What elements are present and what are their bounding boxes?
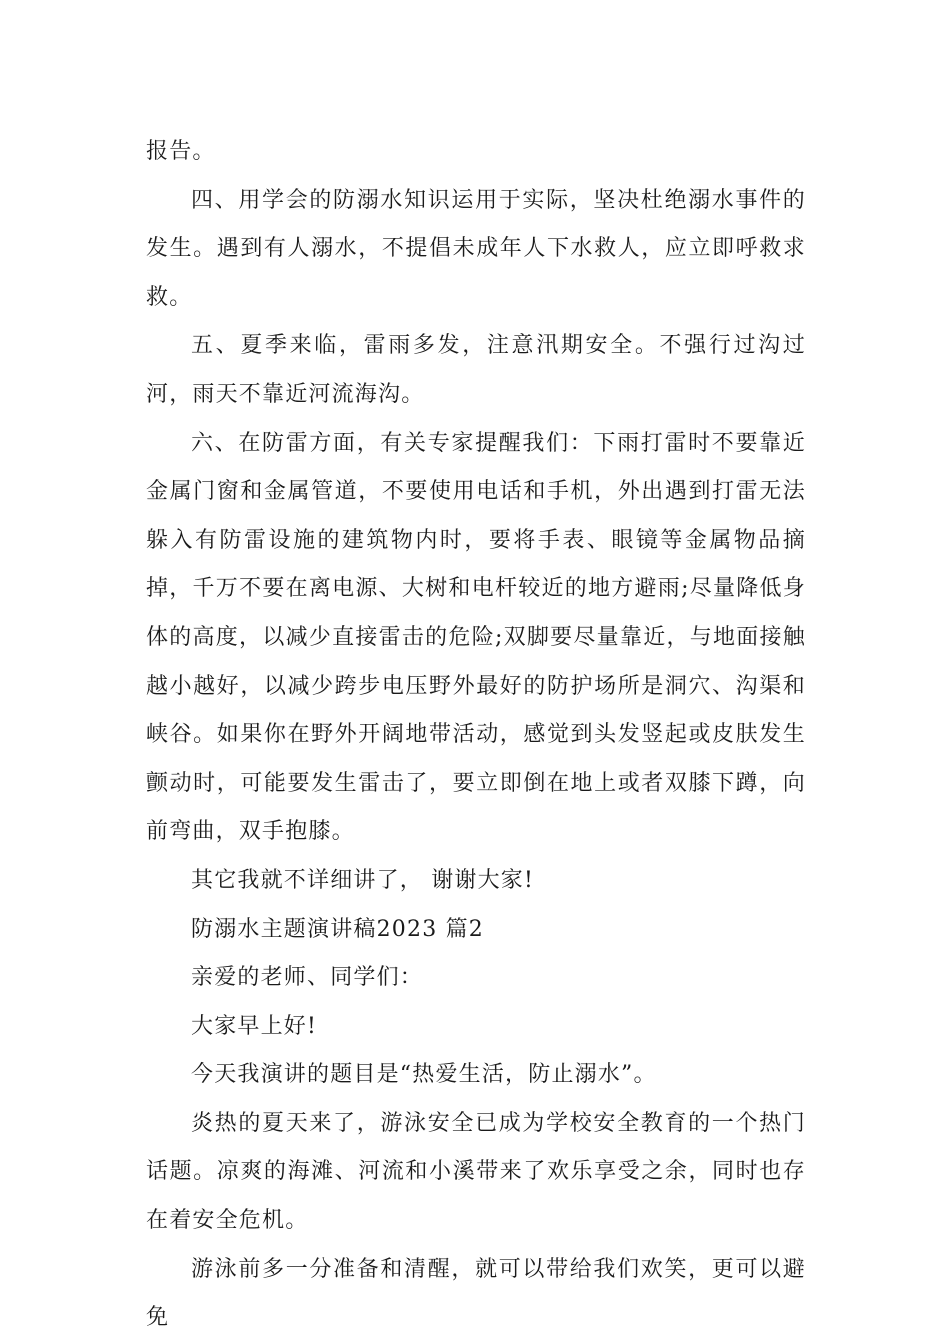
paragraph: 报告。 (146, 139, 216, 164)
section-heading: 防溺水主题演讲稿2023 篇2 (191, 916, 484, 942)
paragraph: 炎热的夏天来了，游泳安全已成为学校安全教育的一个热门话题。凉爽的海滩、河流和小溪带来了欢乐享受之余，同时也存在着安全危机。 (146, 1110, 806, 1234)
paragraph: 游泳前多一分准备和清醒，就可以带给我们欢笑，更可以避免 (146, 1256, 806, 1331)
document-body (146, 128, 806, 1343)
greeting: 大家早上好! (191, 1013, 318, 1039)
paragraph: 其它我就不详细讲了， 谢谢大家! (191, 867, 535, 893)
salutation: 亲爱的老师、同学们： (191, 965, 424, 991)
paragraph: 今天我演讲的题目是“热爱生活，防止溺水”。 (191, 1062, 657, 1088)
paragraph: 六、在防雷方面，有关专家提醒我们：下雨打雷时不要靠近金属门窗和金属管道，不要使用电话和手机，外出遇到打雷无法躲入有防雷设施的建筑物内时，要将手表、眼镜等金属物品摘掉，千万不要在离电源、大树和电杆较近的地方避雨;尽量降低身体的高度，以减少直接雷击的危险;双脚要尽量靠近，与地面接触越小越好，以减少跨步电压野外最好的防护场所是洞穴、沟渠和峡谷。如果你在野外开阔地带活动，感觉到头发竖起或皮肤发生颤动时，可能要发生雷击了，要立即倒在地上或者双膝下蹲，向前弯曲，双手抱膝。 (146, 430, 806, 845)
paragraph: 五、夏季来临，雷雨多发，注意汛期安全。不强行过沟过河，雨天不靠近河流海沟。 (146, 333, 806, 407)
paragraph: 四、用学会的防溺水知识运用于实际，坚决杜绝溺水事件的发生。遇到有人溺水，不提倡未成年人下水救人，应立即呼救求救。 (146, 187, 806, 310)
